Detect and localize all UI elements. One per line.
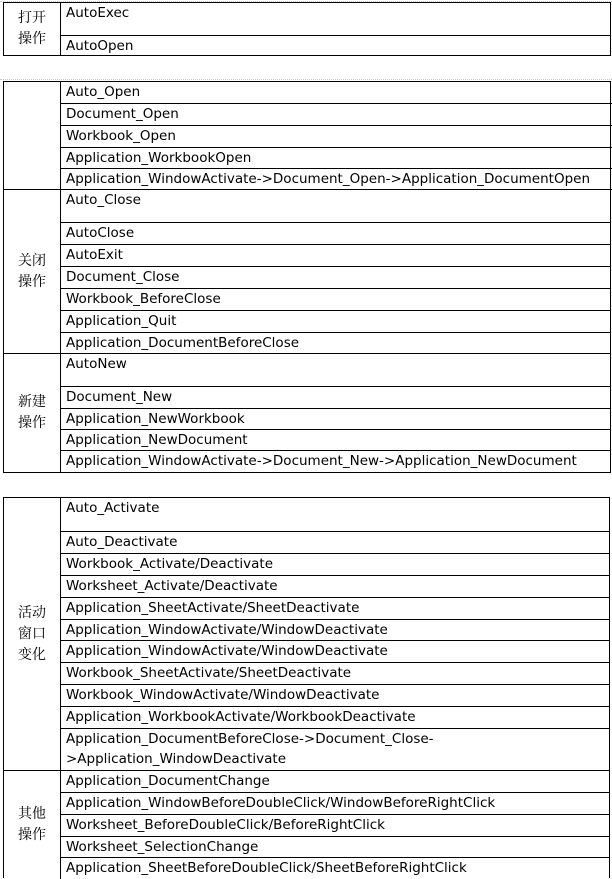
table-row: Application_WindowActivate/WindowDeactivate: [61, 620, 609, 641]
table-row: Auto_Deactivate: [61, 532, 609, 554]
table-row: Document_Close: [61, 267, 610, 289]
category-new-line1: 新建: [18, 394, 46, 410]
category-close: [4, 190, 61, 353]
close-group: [4, 190, 610, 354]
table-row: AutoExit: [61, 245, 610, 267]
category-open-line1: 打开: [18, 10, 46, 26]
category-other-line1: 其他: [18, 806, 46, 822]
table-row: Application_NewDocument: [61, 430, 610, 451]
category-other: [4, 771, 61, 879]
category-open: [4, 3, 61, 55]
table-row: Application_WorkbookActivate/WorkbookDeactivate: [61, 707, 609, 729]
other-group: [4, 771, 609, 879]
category-activity-line3: 变化: [18, 646, 46, 663]
category-close-line2: 操作: [18, 273, 46, 290]
events-table-3: [3, 497, 610, 878]
section-divider: [0, 79, 612, 80]
open-table-1: [3, 2, 611, 56]
table-row: Worksheet_Activate/Deactivate: [61, 576, 609, 598]
table-row: Application_SheetBeforeDoubleClick/SheetBeforeRightClick: [66, 860, 467, 876]
category-open-line2: 操作: [18, 31, 46, 47]
activity-group: [4, 498, 609, 771]
table-row: AutoClose: [61, 223, 610, 245]
table-row: Application_Quit: [61, 311, 610, 333]
category-activity-line1: 活动: [18, 604, 46, 621]
table-row: Workbook_WindowActivate/WindowDeactivate: [61, 685, 609, 707]
table-row: Application_DocumentBeforeClose->Document_Close->Application_WindowDeactivate: [66, 731, 434, 767]
category-new: [4, 354, 61, 472]
table-row: Document_New: [61, 387, 610, 409]
table-row: Application_WindowActivate/WindowDeactivate: [61, 641, 609, 663]
table-row: Application_NewWorkbook: [61, 409, 610, 430]
open-group: [4, 82, 612, 190]
category-open-blank: [4, 82, 61, 189]
table-row: Auto_Activate: [61, 498, 609, 532]
table-row: Application_DocumentBeforeClose: [66, 335, 300, 351]
table-row: AutoExec: [61, 3, 610, 36]
category-activity: [4, 498, 61, 770]
table-row: Workbook_Open: [61, 126, 612, 148]
table-row: Auto_Open: [61, 82, 612, 104]
table-row: AutoNew: [61, 354, 610, 387]
table-row: Application_SheetActivate/SheetDeactivate: [61, 598, 609, 620]
table-row: Application_WindowActivate->Document_Open->Application_DocumentOpen: [66, 171, 591, 187]
category-close-line1: 关闭: [18, 252, 46, 269]
table-row: Worksheet_BeforeDoubleClick/BeforeRightClick: [61, 815, 609, 837]
events-table-2: [3, 81, 611, 473]
table-row: Workbook_SheetActivate/SheetDeactivate: [61, 663, 609, 685]
table-row: AutoOpen: [66, 38, 134, 54]
table-row: Auto_Close: [61, 190, 610, 223]
new-group: [4, 354, 610, 472]
table-row: Workbook_Activate/Deactivate: [61, 554, 609, 576]
category-other-line2: 操作: [18, 827, 46, 843]
table-row: Application_WindowBeforeDoubleClick/WindowBeforeRightClick: [61, 793, 609, 815]
table-row: Workbook_BeforeClose: [61, 289, 610, 311]
category-new-line2: 操作: [18, 415, 46, 431]
table-row: Worksheet_SelectionChange: [61, 837, 609, 858]
table-row: Application_WorkbookOpen: [61, 148, 612, 169]
table-row: Document_Open: [61, 104, 612, 126]
category-activity-line2: 窗口: [18, 625, 46, 642]
table-row: Application_WindowActivate->Document_New->Application_NewDocument: [66, 453, 577, 469]
table-row: Application_DocumentChange: [61, 771, 609, 793]
